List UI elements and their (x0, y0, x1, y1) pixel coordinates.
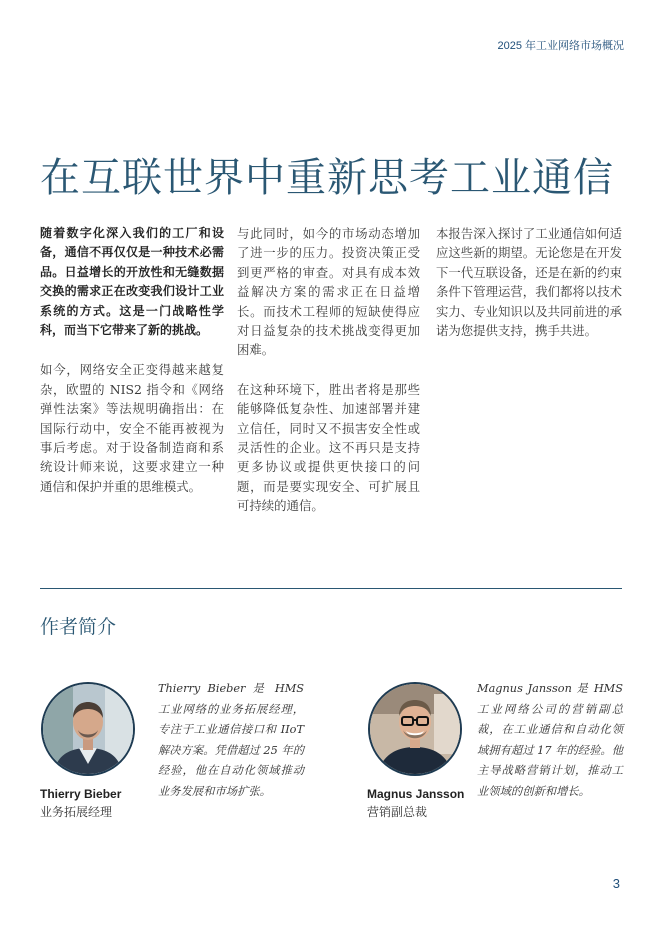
author-photo-thierry-bieber (41, 682, 135, 776)
report-header-label: 2025 年工业网络市场概况 (497, 40, 624, 52)
body-paragraph: 如今，网络安全正变得越来越复杂，欧盟的 NIS2 指令和《网络弹性法案》等法规明确指出：在国际行动中，安全不能再被视为事后考虑。对于设备制造商和系统设计师来说，这要求建立一种通信和保护并重的思维模式。 (40, 362, 224, 494)
text-column-1 (40, 224, 224, 516)
page-number: 3 (612, 876, 620, 891)
body-paragraph: 本报告深入探讨了工业通信如何适应这些新的期望。无论您是在开发下一代互联设备，还是在新的约束条件下管理运营，我们都将以技术实力、专业知识以及共同前进的承诺为您提供支持，携手共进。 (436, 226, 622, 339)
author-bio: Magnus Jansson 是 HMS 工业网络公司的营销副总裁，在工业通信和自动化领域拥有超过 17 年的经验。他主导战略营销计划，推动工业领域的创新和增长。 (477, 682, 623, 798)
text-column-2 (237, 224, 420, 536)
body-paragraph: 与此同时，如今的市场动态增加了进一步的压力。投资决策正受到更严格的审查。对具有成本效益解决方案的需求正在日益增长。而技术工程师的短缺使得应对日益复杂的技术挑战变得更加困难。 (237, 226, 420, 358)
author-name: Magnus Jansson (367, 787, 465, 801)
page-title: 在互联世界中重新思考工业通信 (40, 155, 614, 201)
text-column-3 (436, 224, 622, 360)
author-role: 营销副总裁 (367, 805, 428, 819)
lead-paragraph: 随着数字化深入我们的工厂和设备，通信不再仅仅是一种技术必需品。日益增长的开放性和无缝数据交换的需求正在改变我们设计工业系统的方式。这是一门战略性学科，而当下它带来了新的挑战。 (40, 226, 224, 338)
authors-section-title: 作者简介 (40, 616, 117, 638)
author-photo-magnus-jansson (368, 682, 462, 776)
author-name: Thierry Bieber (40, 787, 122, 801)
body-paragraph: 在这种环境下，胜出者将是那些能够降低复杂性、加速部署并建立信任，同时又不损害安全性或灵活性的企业。这不再只是支持更多协议或提供更快接口的问题，而是要实现安全、可扩展且可持续的通信。 (237, 381, 420, 514)
author-role: 业务拓展经理 (40, 805, 113, 819)
author-bio: Thierry Bieber 是 HMS 工业网络的业务拓展经理，专注于工业通信接口和 IIoT 解决方案。凭借超过 25 年的经验，他在自动化领域推动业务发展和市场扩张。 (158, 682, 304, 798)
section-divider (40, 588, 622, 589)
